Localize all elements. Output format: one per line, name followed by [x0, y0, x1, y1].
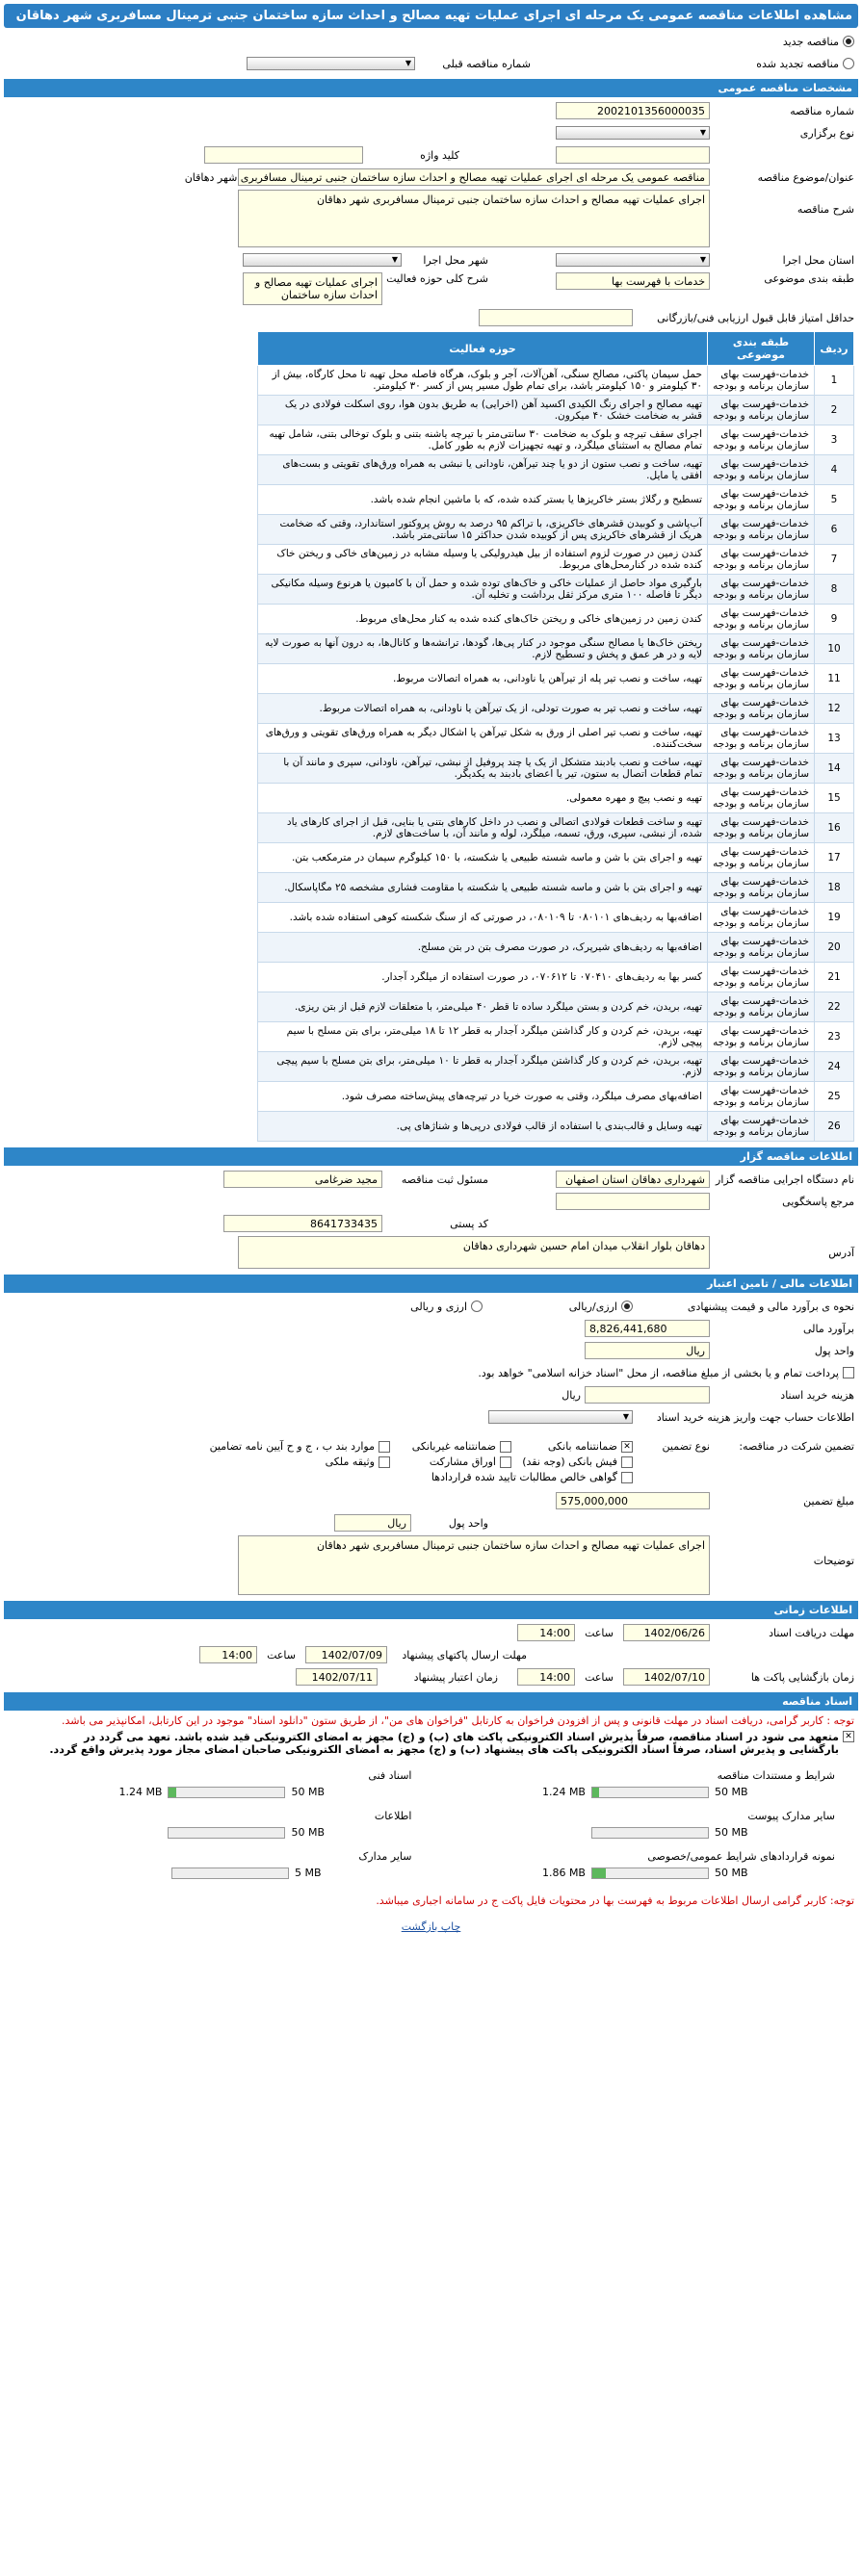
doc-item	[431, 1764, 855, 1804]
valid-date-field[interactable]: 1402/07/11	[296, 1668, 378, 1686]
section-financial: اطلاعات مالی / تامین اعتبار	[4, 1275, 858, 1293]
officer-label: مسئول ثبت مناقصه	[401, 1172, 488, 1186]
guar-nonbank-label: ضمانتنامه غیربانکی	[411, 1440, 496, 1453]
table-row	[258, 605, 854, 634]
row-number-cell: 16	[815, 813, 854, 843]
guar-bonds-checkbox[interactable]	[500, 1456, 511, 1468]
bid-deadline-label: مهلت ارسال پاکتهای پیشنهاد	[402, 1648, 527, 1662]
acct-row	[8, 1407, 854, 1427]
activity-cell: تهیه مصالح و اجرای رنگ الکیدی اکسید آهن (اخرایی) به طریق بدون هوا، روی اسکلت فولادی در یک قشر به ضخامت خشک ۴۰ میکرون.	[258, 396, 708, 425]
location-row	[8, 250, 854, 270]
category-cell: خدمات-فهرست بهای سازمان برنامه و بودجه	[708, 1022, 815, 1052]
table-row	[258, 754, 854, 784]
doc-item-bar-row	[431, 1786, 855, 1798]
category-cell: خدمات-فهرست بهای سازمان برنامه و بودجه	[708, 1052, 815, 1082]
time-row-1	[8, 1623, 854, 1642]
province-select[interactable]	[556, 253, 710, 267]
notes-label: توضیحات	[813, 1555, 854, 1567]
category-cell: خدمات-فهرست بهای سازمان برنامه و بودجه	[708, 784, 815, 813]
activity-cell: اضافه‌بها به ردیف‌های شیرپرک، در صورت مصرف بتن در بتن مسلح.	[258, 933, 708, 963]
org-name-row	[8, 1170, 854, 1189]
row-number-cell: 13	[815, 724, 854, 754]
doc-item-max: 50 MB	[714, 1786, 748, 1798]
category-cell: خدمات-فهرست بهای سازمان برنامه و بودجه	[708, 664, 815, 694]
unit-field[interactable]: ریال	[585, 1342, 710, 1359]
page	[0, 4, 862, 1943]
docs-note-1: توجه : کاربر گرامی، دریافت اسناد در مهلت قانونی و پس از افزودن فراخوان به کارتابل "فراخوان های من"، از طریق ستون "دانلود اسناد" موجود در این کارتابل، امکانپذیر می باشد.	[61, 1714, 854, 1727]
table-row	[258, 1022, 854, 1052]
col-header-activity: حوزه فعالیت	[258, 332, 708, 366]
doc-item-bar-row	[431, 1867, 855, 1879]
activity-cell: تهیه و اجرای بتن با شن و ماسه شسته طبیعی یا شکسته، با ۱۵۰ کیلوگرم سیمان در مترمکعب بتن.	[258, 843, 708, 873]
doc-item-label: شرایط و مستندات مناقصه	[717, 1769, 835, 1782]
activity-cell: تسطیح و رگلاژ بستر خاکریزها یا بستر کنده شده، که با ماشین انجام شده باشد.	[258, 485, 708, 515]
chevron-down-icon: ▼	[405, 59, 411, 67]
doc-item	[8, 1764, 431, 1804]
doc-item-progress-bar[interactable]	[168, 1827, 285, 1839]
docfee-row	[8, 1385, 854, 1404]
activity-cell: تهیه و ساخت قطعات فولادی اتصالی و نصب در داخل کارهای بتنی یا بنایی، قبل از اجرای کارهای یاد شده، از نبشی، سپری، ورق، تسمه، میلگرد، لوله و مانند آن، با ساخت‌های لازم.	[258, 813, 708, 843]
row-number-cell: 5	[815, 485, 854, 515]
category-cell: خدمات-فهرست بهای سازمان برنامه و بودجه	[708, 455, 815, 485]
activity-cell: ریختن خاک‌ها یا مصالح سنگی موجود در کنار پی‌ها، گودها، ترانشه‌ها و کانال‌ها، به درون آنها به صورت لایه لایه و در هر عمق و پخش و تسطیح لازم.	[258, 634, 708, 664]
org-name-label: نام دستگاه اجرایی مناقصه گزار	[716, 1172, 854, 1186]
time-row-2	[8, 1645, 854, 1664]
commit-row	[8, 1731, 854, 1756]
number-label: شماره مناقصه	[790, 104, 854, 117]
activity-cell: کندن زمین در زمین‌های خاکی و ریختن خاک‌های کنده شده به کنار محل‌های مربوط.	[258, 605, 708, 634]
payment-row	[8, 1363, 854, 1382]
col-header-category: طبقه بندی موضوعی	[708, 332, 815, 366]
guar-property-label: وثیقه ملکی	[325, 1455, 375, 1468]
table-row	[258, 843, 854, 873]
min-score-field[interactable]	[479, 309, 633, 326]
postal-label: کد پستی	[450, 1217, 488, 1230]
row-number-cell: 14	[815, 754, 854, 784]
row-number-cell: 17	[815, 843, 854, 873]
activity-cell: اضافه‌بها به ردیف‌های ۰۸۰۱۰۱ تا ۰۸۰۱۰۹، در صورتی که از سنگ شکسته کوهی استفاده شده باشد.	[258, 903, 708, 933]
doc-deadline-field[interactable]: 1402/06/26	[623, 1624, 710, 1641]
estimate-label: نحوه ی برآورد مالی و قیمت پیشنهادی	[687, 1300, 854, 1313]
row-number-cell: 10	[815, 634, 854, 664]
print-back-link[interactable]: چاپ بازگشت	[401, 1920, 461, 1933]
category-cell: خدمات-فهرست بهای سازمان برنامه و بودجه	[708, 1112, 815, 1142]
row-number-cell: 20	[815, 933, 854, 963]
category-cell: خدمات-فهرست بهای سازمان برنامه و بودجه	[708, 903, 815, 933]
guar-property-checkbox[interactable]	[379, 1456, 390, 1468]
activity-cell: تهیه، ساخت و نصب بادبند متشکل از یک یا چند پروفیل از نبشی، تیرآهن، ناودانی، سپری و مانند آن با تمام قطعات اتصال به ستون، تیر یا اعضای بادبند به یکدیگر.	[258, 754, 708, 784]
doc-item-size: 1.24 MB	[118, 1786, 163, 1798]
guar-claims-label: گواهی خالص مطالبات تایید شده قراردادها	[431, 1471, 617, 1483]
category-cell: خدمات-فهرست بهای سازمان برنامه و بودجه	[708, 694, 815, 724]
activity-table	[257, 331, 854, 1142]
acct-select[interactable]	[488, 1410, 633, 1424]
row-number-cell: 15	[815, 784, 854, 813]
table-row	[258, 1052, 854, 1082]
unit-label: واحد پول	[814, 1344, 854, 1357]
activity-cell: تهیه، ساخت و نصب تیر پله از تیرآهن یا ناودانی، به همراه اتصالات مربوط.	[258, 664, 708, 694]
doc-item-max: 50 MB	[714, 1867, 748, 1879]
commit-checkbox[interactable]: ✕	[843, 1731, 854, 1742]
category-cell: خدمات-فهرست بهای سازمان برنامه و بودجه	[708, 515, 815, 545]
doc-item-label: سایر مدارک	[358, 1850, 412, 1863]
desc-field[interactable]: اجرای عملیات تهیه مصالح و احداث سازه ساختمان جنبی ترمینال مسافربری شهر دهاقان	[238, 190, 710, 247]
keyword-spacer-field	[556, 146, 710, 164]
activity-cell: کندن زمین در صورت لزوم استفاده از بیل هیدرولیکی یا وسیله مشابه در زمین‌های خاکی و ریختن خاک کنده شده در کنارمحل‌های مربوط.	[258, 545, 708, 575]
guar-rules-label: موارد بند ب ، ج و ح آیین نامه تضامین	[209, 1440, 375, 1453]
docs-grid	[8, 1764, 854, 1885]
section-general: مشخصات مناقصه عمومی	[4, 79, 858, 97]
doc-item-bar-row	[8, 1786, 431, 1798]
tender-renew-row	[8, 54, 854, 73]
category-cell: خدمات-فهرست بهای سازمان برنامه و بودجه	[708, 813, 815, 843]
open-time-label: ساعت	[585, 1670, 614, 1684]
guar-nonbank-checkbox[interactable]	[500, 1441, 511, 1453]
doc-item-label: اطلاعات	[374, 1810, 412, 1822]
payment-checkbox[interactable]	[843, 1367, 854, 1378]
table-row	[258, 485, 854, 515]
category-cell: خدمات-فهرست بهای سازمان برنامه و بودجه	[708, 992, 815, 1022]
doc-item-max: 50 MB	[291, 1826, 326, 1839]
row-number-cell: 19	[815, 903, 854, 933]
subject-label: عنوان/موضوع مناقصه	[757, 170, 854, 184]
category-cell: خدمات-فهرست بهای سازمان برنامه و بودجه	[708, 425, 815, 455]
open-label: زمان بازگشایی پاکت ها	[750, 1670, 854, 1684]
doc-item	[8, 1844, 431, 1885]
desc-row	[8, 190, 854, 247]
city-label: شهر محل اجرا	[423, 253, 488, 267]
row-number-cell: 21	[815, 963, 854, 992]
addr-label: آدرس	[828, 1246, 854, 1259]
subject-row	[8, 167, 854, 187]
table-row	[258, 545, 854, 575]
table-row	[258, 992, 854, 1022]
table-row	[258, 903, 854, 933]
table-body	[258, 366, 854, 1142]
row-number-cell: 7	[815, 545, 854, 575]
radio-new[interactable]	[843, 36, 854, 47]
activity-cell: تهیه، بریدن، خم کردن و کار گذاشتن میلگرد آجدار به قطر تا ۱۰ میلی‌متر، برای بتن مسلح با سیم پیچی لازم.	[258, 1052, 708, 1082]
row-number-cell: 9	[815, 605, 854, 634]
table-row	[258, 425, 854, 455]
doc-item	[8, 1804, 431, 1844]
doc-item-max: 50 MB	[714, 1826, 748, 1839]
city-select[interactable]	[243, 253, 402, 267]
table-row	[258, 724, 854, 754]
prev-number-select[interactable]	[247, 57, 415, 70]
table-row	[258, 396, 854, 425]
doc-item	[431, 1804, 855, 1844]
activity-cell: کسر بها به ردیف‌های ۰۷۰۴۱۰ تا ۰۷۰۶۱۲، در صورت استفاده از میلگرد آجدار.	[258, 963, 708, 992]
row-number-cell: 26	[815, 1112, 854, 1142]
guar-amount-row	[8, 1491, 854, 1510]
doc-item-progress-bar[interactable]	[171, 1868, 289, 1879]
guar-type-label: نوع تضمین	[662, 1440, 710, 1453]
radio-renew-label: مناقصه تجدید شده	[756, 57, 839, 70]
docfee-field[interactable]	[585, 1386, 710, 1404]
table-row	[258, 575, 854, 605]
bid-time-field[interactable]: 14:00	[199, 1646, 257, 1663]
table-row	[258, 873, 854, 903]
chevron-down-icon: ▼	[391, 255, 398, 264]
desc-label: شرح مناقصه	[797, 203, 854, 216]
table-row	[258, 455, 854, 485]
doc-item-bar-row	[8, 1867, 431, 1879]
doc-item-max: 5 MB	[294, 1867, 322, 1879]
doc-time-label: ساعت	[585, 1626, 614, 1639]
row-number-cell: 22	[815, 992, 854, 1022]
row-number-cell: 3	[815, 425, 854, 455]
doc-item-progress-fill	[592, 1868, 606, 1878]
prev-number-label: شماره مناقصه قبلی	[442, 57, 531, 70]
activity-cell: تهیه، ساخت و نصب ستون از دو یا چند تیرآهن، ناودانی یا نبشی به همراه ورق‌های تقویتی و بست‌های افقی یا مایل.	[258, 455, 708, 485]
activity-cell: بارگیری مواد حاصل از عملیات خاکی و خاک‌های توده شده و حمل آن با کامیون یا هرنوع وسیله مکانیکی دیگر تا فاصله ۱۰۰ متری مرکز ثقل برداشت و تخلیه آن.	[258, 575, 708, 605]
row-number-cell: 6	[815, 515, 854, 545]
estimate-row	[8, 1297, 854, 1316]
table-row	[258, 933, 854, 963]
table-row	[258, 634, 854, 664]
activity-cell: حمل سیمان پاکتی، مصالح سنگی، آهن‌آلات، آجر و بلوک، هرگاه فاصله محل تهیه تا محل کارگاه، بیش از ۳۰ کیلومتر و ۱۵۰ کیلومتر باشد، برای تمام طول مسیر پس از کسر ۳۰ کیلومتر.	[258, 366, 708, 396]
doc-item-label: اسناد فنی	[368, 1769, 412, 1782]
postal-field[interactable]: 8641733435	[223, 1215, 382, 1232]
doc-item-progress-bar[interactable]	[591, 1787, 709, 1798]
guarantee-row-1	[8, 1440, 854, 1453]
col-header-row-number: ردیف	[815, 332, 854, 366]
min-score-row	[8, 308, 854, 327]
radio-rial[interactable]	[621, 1301, 633, 1312]
category-cell: خدمات-فهرست بهای سازمان برنامه و بودجه	[708, 1082, 815, 1112]
activity-cell: تهیه، بریدن، خم کردن و کار گذاشتن میلگرد آجدار به قطر ۱۲ تا ۱۸ میلی‌متر، برای بتن مسلح با سیم پیچی لازم.	[258, 1022, 708, 1052]
radio-renew[interactable]	[843, 58, 854, 69]
activity-cell: اجرای سقف تیرچه و بلوک به ضخامت ۳۰ سانتی‌متر با تیرچه یاشنه بتنی و بلوک توخالی بتنی، شامل تهیه تمام مصالح به استثنای میلگرد، و تهیه تجهیزات لازم به طور کامل.	[258, 425, 708, 455]
category-cell: خدمات-فهرست بهای سازمان برنامه و بودجه	[708, 843, 815, 873]
doc-deadline-label: مهلت دریافت اسناد	[769, 1626, 854, 1639]
unit-row	[8, 1341, 854, 1360]
amount-row	[8, 1319, 854, 1338]
section-time: اطلاعات زمانی	[4, 1601, 858, 1619]
table-row	[258, 963, 854, 992]
docs-note-2: توجه: کاربر گرامی ارسال اطلاعات مربوط به فهرست بها در محتویات فایل پاکت ج در سامانه اجباری میباشد.	[376, 1894, 854, 1907]
guar-cash-label: فیش بانکی (وجه نقد)	[522, 1455, 617, 1468]
guar-amount-label: مبلغ تضمین	[803, 1494, 854, 1507]
activity-label: شرح کلی حوزه فعالیت	[386, 272, 488, 285]
docfee-label: هزینه خرید اسناد	[780, 1388, 854, 1402]
ref-field[interactable]	[556, 1193, 710, 1210]
activity-cell: تهیه وسایل و قالب‌بندی با استفاده از قالب فولادی درپی‌ها و شناژهای پی.	[258, 1112, 708, 1142]
notes-field[interactable]: اجرای عملیات تهیه مصالح و احداث سازه ساختمان جنبی ترمینال مسافربری شهر دهاقان	[238, 1535, 710, 1595]
guar-unit-row	[8, 1513, 854, 1533]
ref-row	[8, 1192, 854, 1211]
category-cell: خدمات-فهرست بهای سازمان برنامه و بودجه	[708, 605, 815, 634]
table-row	[258, 664, 854, 694]
guar-unit-label: واحد پول	[448, 1516, 488, 1530]
doc-item	[431, 1844, 855, 1885]
acct-label: اطلاعات حساب جهت واریز هزینه خرید اسناد	[656, 1410, 854, 1424]
doc-item-progress-fill	[592, 1788, 599, 1797]
section-organizer: اطلاعات مناقصه گزار	[4, 1147, 858, 1166]
category-cell: خدمات-فهرست بهای سازمان برنامه و بودجه	[708, 963, 815, 992]
activity-cell: تهیه و اجرای بتن با شن و ماسه شسته طبیعی یا شکسته با مقاومت فشاری مشخصه ۲۵ مگاپاسکال.	[258, 873, 708, 903]
radio-fx-label: ارزی و ریالی	[410, 1300, 467, 1313]
guar-amount-field[interactable]: 575,000,000	[556, 1492, 710, 1509]
category-cell: خدمات-فهرست بهای سازمان برنامه و بودجه	[708, 575, 815, 605]
guar-cash-checkbox[interactable]	[621, 1456, 633, 1468]
radio-new-label: مناقصه جدید	[782, 35, 839, 48]
activity-cell: تهیه، ساخت و نصب تیر به صورت تودلی، از یک تیرآهن یا ناودانی، به همراه اتصالات مربوط.	[258, 694, 708, 724]
guarantee-row-3	[8, 1471, 854, 1483]
category-cell: خدمات-فهرست بهای سازمان برنامه و بودجه	[708, 634, 815, 664]
row-number-cell: 2	[815, 396, 854, 425]
row-number-cell: 23	[815, 1022, 854, 1052]
row-number-cell: 24	[815, 1052, 854, 1082]
category-cell: خدمات-فهرست بهای سازمان برنامه و بودجه	[708, 545, 815, 575]
min-score-label: حداقل امتیاز قابل قبول ارزیابی فنی/بازرگانی	[657, 311, 854, 324]
number-field[interactable]: 2002101356000035	[556, 102, 710, 119]
category-cell: خدمات-فهرست بهای سازمان برنامه و بودجه	[708, 396, 815, 425]
table-row	[258, 694, 854, 724]
row-number-cell: 8	[815, 575, 854, 605]
chevron-down-icon: ▼	[699, 255, 706, 264]
section-docs: اسناد مناقصه	[4, 1692, 858, 1711]
table-row	[258, 366, 854, 396]
type-select[interactable]	[556, 126, 710, 140]
payment-text: پرداخت تمام و یا بخشی از مبلغ مناقصه، از محل "اسناد خزانه اسلامی" خواهد بود.	[478, 1366, 839, 1379]
table-row	[258, 1112, 854, 1142]
category-cell: خدمات-فهرست بهای سازمان برنامه و بودجه	[708, 754, 815, 784]
table-row	[258, 1082, 854, 1112]
officer-field[interactable]: مجید ضرغامی	[223, 1171, 382, 1188]
amount-field[interactable]: 8,826,441,680	[585, 1320, 710, 1337]
row-number-cell: 11	[815, 664, 854, 694]
doc-item-progress-bar[interactable]	[591, 1868, 709, 1879]
addr-row	[8, 1236, 854, 1269]
type-label: نوع برگزاری	[799, 126, 854, 140]
org-name-field[interactable]: شهرداری دهاقان استان اصفهان	[556, 1171, 710, 1188]
table-row	[258, 515, 854, 545]
row-number-cell: 12	[815, 694, 854, 724]
radio-fx[interactable]	[471, 1301, 483, 1312]
notes-row	[8, 1535, 854, 1595]
keyword-field[interactable]	[204, 146, 363, 164]
chevron-down-icon: ▼	[622, 1412, 629, 1421]
open-date-field[interactable]: 1402/07/10	[623, 1668, 710, 1686]
valid-label: زمان اعتبار پیشنهاد	[413, 1670, 498, 1684]
keyword-label: کلید واژه	[420, 148, 459, 162]
row-number-cell: 4	[815, 455, 854, 485]
activity-cell: تهیه و نصب پیچ و مهره معمولی.	[258, 784, 708, 813]
guar-unit-field[interactable]: ریال	[334, 1514, 411, 1532]
postal-row	[8, 1214, 854, 1233]
doc-item-bar-row	[8, 1826, 431, 1839]
guarantee-row-2	[8, 1455, 854, 1468]
row-number-cell: 18	[815, 873, 854, 903]
addr-field[interactable]: دهاقان بلوار انقلاب میدان امام حسین شهرداری دهاقان	[238, 1236, 710, 1269]
doc-item-progress-bar[interactable]	[168, 1787, 285, 1798]
activity-list[interactable]: اجرای عملیات تهیه مصالح و احداث سازه ساختمان	[243, 272, 382, 305]
activity-cell: تهیه، بریدن، خم کردن و بستن میلگرد ساده تا قطر ۴۰ میلی‌متر، با متعلقات لازم قبل از بتن ریزی.	[258, 992, 708, 1022]
doc-item-size: 1.86 MB	[541, 1867, 586, 1879]
activity-cell: اضافه‌بهای مصرف میلگرد، وقتی به صورت خریا در تیرچه‌های پیش‌ساخته مصرف شود.	[258, 1082, 708, 1112]
table-row	[258, 784, 854, 813]
doc-item-size: 1.24 MB	[541, 1786, 586, 1798]
doc-item-max: 50 MB	[291, 1786, 326, 1798]
guar-rules-checkbox[interactable]	[379, 1441, 390, 1453]
doc-item-label: سایر مدارک پیوست	[747, 1810, 835, 1822]
category-cell: خدمات-فهرست بهای سازمان برنامه و بودجه	[708, 366, 815, 396]
category-field[interactable]: خدمات با فهرست بها	[556, 272, 710, 290]
docfee-unit: ریال	[562, 1388, 581, 1402]
doc-item-bar-row	[431, 1826, 855, 1839]
doc-item-progress-bar[interactable]	[591, 1827, 709, 1839]
guar-bonds-label: اوراق مشارکت	[429, 1455, 496, 1468]
category-row	[8, 272, 854, 305]
open-time-field[interactable]: 14:00	[517, 1668, 575, 1686]
bid-time-label: ساعت	[267, 1648, 296, 1662]
chevron-down-icon: ▼	[699, 128, 706, 137]
guar-bank-checkbox[interactable]: ✕	[621, 1441, 633, 1453]
category-label: طبقه بندی موضوعی	[764, 272, 854, 285]
row-number-cell: 1	[815, 366, 854, 396]
activity-cell: تهیه، ساخت و نصب تیر اصلی از ورق به شکل تیرآهن یا اشکال دیگر به همراه ورق‌های تقویتی و ورق‌های سخت‌کننده.	[258, 724, 708, 754]
bidder-guarantee-label: تضمین شرکت در مناقصه:	[739, 1440, 854, 1453]
subject-field[interactable]: مناقصه عمومی یک مرحله ای اجرای عملیات تهیه مصالح و احداث سازه ساختمان جنبی ترمینال مسافربری شهر دهاقان	[238, 168, 710, 186]
activity-cell: آب‌پاشی و کوبیدن قشرهای خاکریزی، با تراکم ۹۵ درصد به روش پروکتور استاندارد، وقتی که ضخامت هریک از قشرهای خاکریزی پس از کوبیده شدن حداکثر ۱۵ سانتی‌متر باشد.	[258, 515, 708, 545]
doc-time-field[interactable]: 14:00	[517, 1624, 575, 1641]
province-label: استان محل اجرا	[782, 253, 854, 267]
amount-label: برآورد مالی	[803, 1322, 854, 1335]
category-cell: خدمات-فهرست بهای سازمان برنامه و بودجه	[708, 873, 815, 903]
bid-deadline-field[interactable]: 1402/07/09	[305, 1646, 387, 1663]
table-row	[258, 813, 854, 843]
radio-rial-label: ارزی/ریالی	[568, 1300, 617, 1313]
ref-label: مرجع پاسخگویی	[782, 1195, 854, 1208]
tender-kind	[8, 32, 854, 51]
type-row	[8, 123, 854, 142]
page-title: مشاهده اطلاعات مناقصه عمومی یک مرحله ای اجرای عملیات تهیه مصالح و احداث سازه ساختمان جنبی ترمینال مسافربری شهر دهاقان	[4, 4, 858, 28]
category-cell: خدمات-فهرست بهای سازمان برنامه و بودجه	[708, 724, 815, 754]
footer	[2, 1920, 860, 1933]
category-cell: خدمات-فهرست بهای سازمان برنامه و بودجه	[708, 933, 815, 963]
keyword-row	[8, 145, 854, 165]
guar-claims-checkbox[interactable]	[621, 1472, 633, 1483]
category-cell: خدمات-فهرست بهای سازمان برنامه و بودجه	[708, 485, 815, 515]
doc-item-progress-fill	[169, 1788, 175, 1797]
commit-text: متعهد می شود در اسناد مناقصه، صرفاً پذیرش اسناد الکترونیکی پاکت های (ب) و (ج) مجهز به امضای الکترونیکی قید شده باشد. تعهد می گردد در بارگشایی و پذیرش اسناد، صرفاً اسناد الکترونیکی پاکت های پیشنهاد (ب) و (ج) مجهز به امضای الکترونیکی صاحبان امضای مجاز مورد پذیرش واقع گردد.	[49, 1731, 839, 1756]
time-row-3	[8, 1667, 854, 1687]
table-header-row	[258, 332, 854, 366]
guar-bank-label: ضمانتنامه بانکی	[547, 1440, 617, 1453]
row-number-cell: 25	[815, 1082, 854, 1112]
number-row	[8, 101, 854, 120]
doc-item-label: نمونه قراردادهای شرایط عمومی/خصوصی	[647, 1850, 835, 1863]
